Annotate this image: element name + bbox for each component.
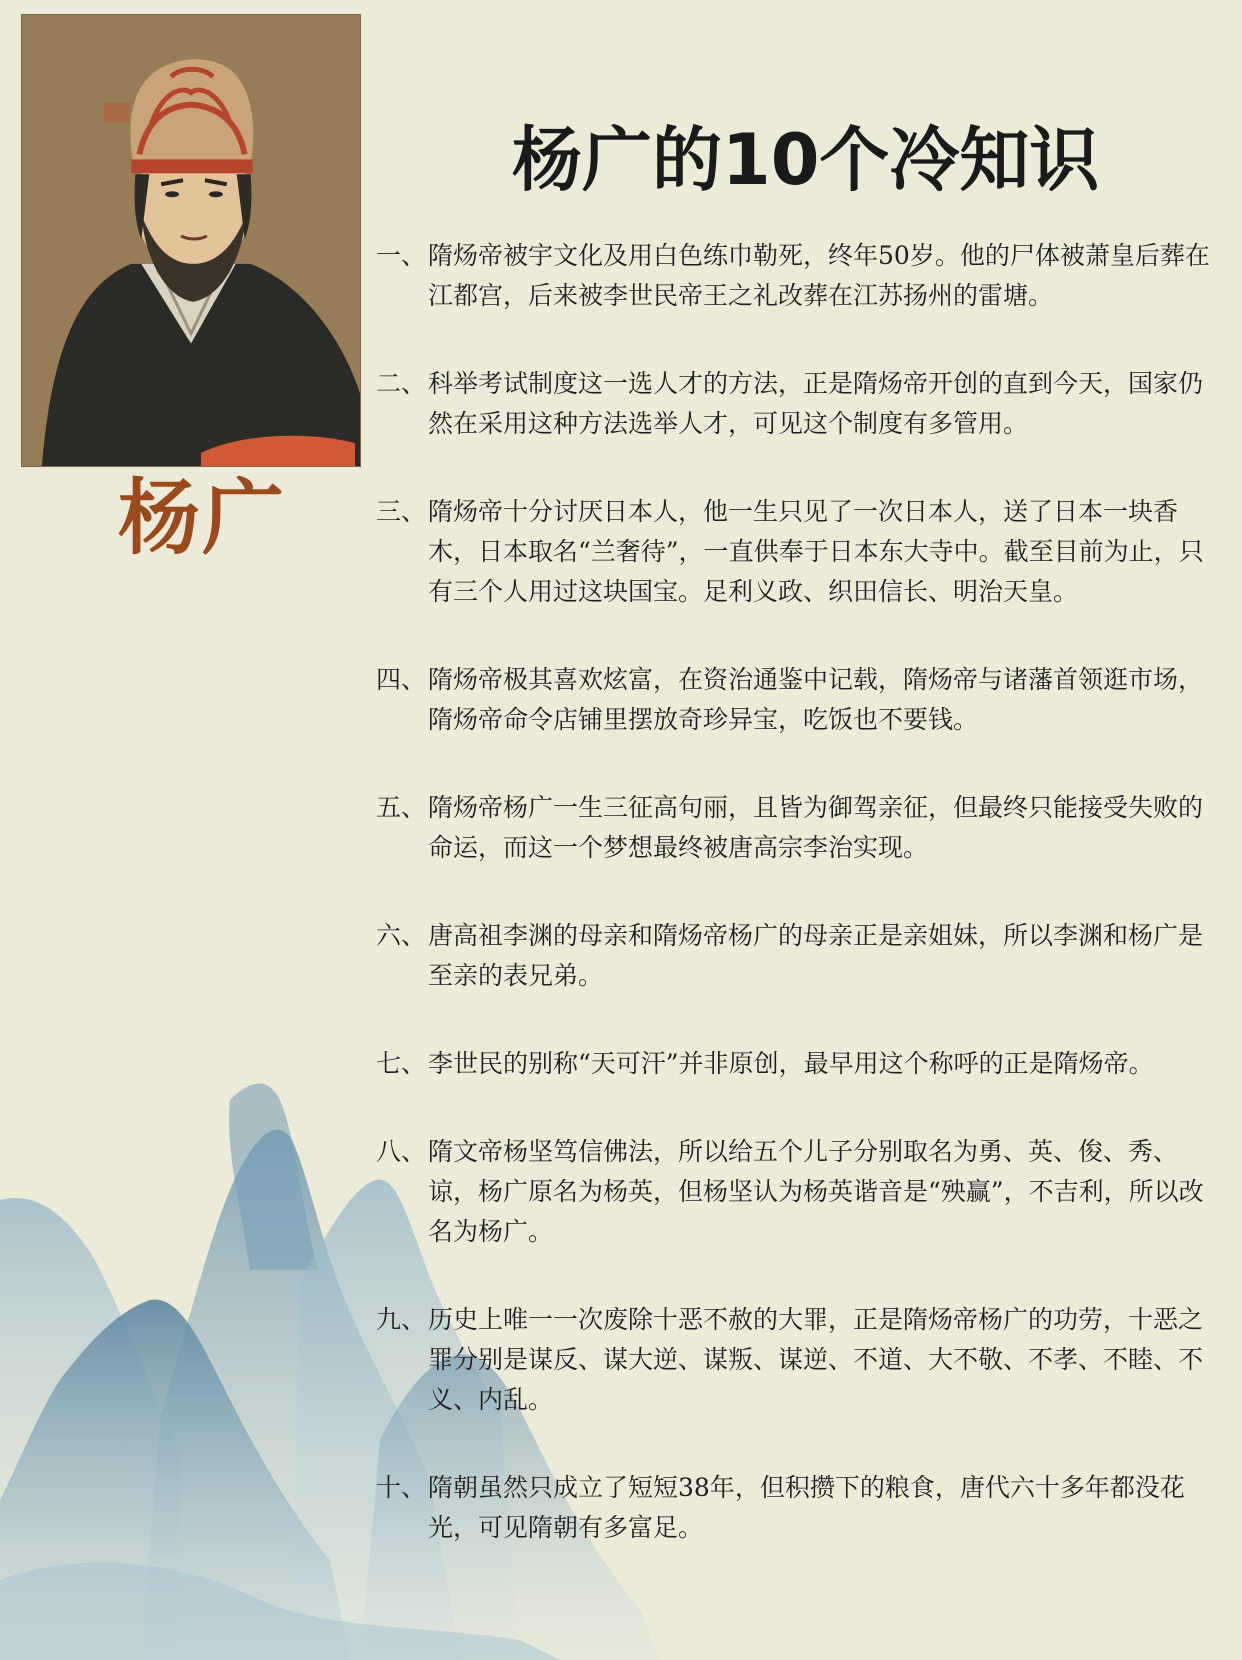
fact-text: 隋炀帝被宇文化及用白色练巾勒死，终年50岁。他的尸体被萧皇后葬在江都宫，后来被李世民帝王之礼改葬在江苏扬州的雷塘。: [428, 241, 1210, 310]
fact-number: 四、: [376, 665, 427, 694]
fact-item: [376, 1132, 1222, 1252]
fact-number: 八、: [376, 1137, 427, 1166]
fact-item: [376, 1044, 1222, 1084]
fact-item: [376, 364, 1222, 444]
fact-text: 隋朝虽然只成立了短短38年，但积攒下的粮食，唐代六十多年都没花光，可见隋朝有多富足。: [428, 1473, 1185, 1542]
fact-number: 六、: [376, 921, 427, 950]
fact-text: 隋炀帝十分讨厌日本人，他一生只见了一次日本人，送了日本一块香木，日本取名“兰奢待”，一直供奉于日本东大寺中。截至目前为止，只有三个人用过这块国宝。足利义政、织田信长、明治天皇。: [428, 497, 1204, 606]
fact-number: 三、: [376, 497, 427, 526]
fact-number: 十、: [376, 1473, 427, 1502]
fact-item: [376, 492, 1222, 612]
fact-text: 隋炀帝杨广一生三征高句丽，且皆为御驾亲征，但最终只能接受失败的命运，而这一个梦想最终被唐高宗李治实现。: [428, 793, 1204, 862]
facts-list: [376, 236, 1222, 1548]
fact-text: 李世民的别称“天可汗”并非原创，最早用这个称呼的正是隋炀帝。: [428, 1049, 1154, 1078]
page-title: 杨广的10个冷知识: [512, 119, 1100, 201]
portrait-painting: [22, 15, 360, 466]
fact-text: 隋文帝杨坚笃信佛法，所以给五个儿子分别取名为勇、英、俊、秀、谅，杨广原名为杨英，但杨坚认为杨英谐音是“殃赢”，不吉利，所以改名为杨广。: [428, 1137, 1204, 1246]
fact-number: 二、: [376, 369, 427, 398]
fact-number: 九、: [376, 1305, 427, 1334]
fact-item: [376, 236, 1222, 316]
fact-number: 五、: [376, 793, 427, 822]
fact-item: [376, 788, 1222, 868]
fact-text: 历史上唯一一次废除十恶不赦的大罪，正是隋炀帝杨广的功劳，十恶之罪分别是谋反、谋大逆、谋叛、谋逆、不道、大不敬、不孝、不睦、不义、内乱。: [428, 1305, 1204, 1414]
fact-item: [376, 916, 1222, 996]
fact-item: [376, 1300, 1222, 1420]
portrait-name: 杨广: [118, 471, 287, 566]
fact-number: 一、: [376, 241, 427, 270]
fact-number: 七、: [376, 1049, 427, 1078]
emperor-portrait: [21, 14, 361, 467]
fact-text: 隋炀帝极其喜欢炫富，在资治通鉴中记载，隋炀帝与诸藩首领逛市场，隋炀帝命令店铺里摆放奇珍异宝，吃饭也不要钱。: [428, 665, 1204, 734]
fact-text: 唐高祖李渊的母亲和隋炀帝杨广的母亲正是亲姐妹，所以李渊和杨广是至亲的表兄弟。: [428, 921, 1204, 990]
fact-text: 科举考试制度这一选人才的方法，正是隋炀帝开创的直到今天，国家仍然在采用这种方法选举人才，可见这个制度有多管用。: [428, 369, 1204, 438]
fact-item: [376, 660, 1222, 740]
fact-item: [376, 1468, 1222, 1548]
